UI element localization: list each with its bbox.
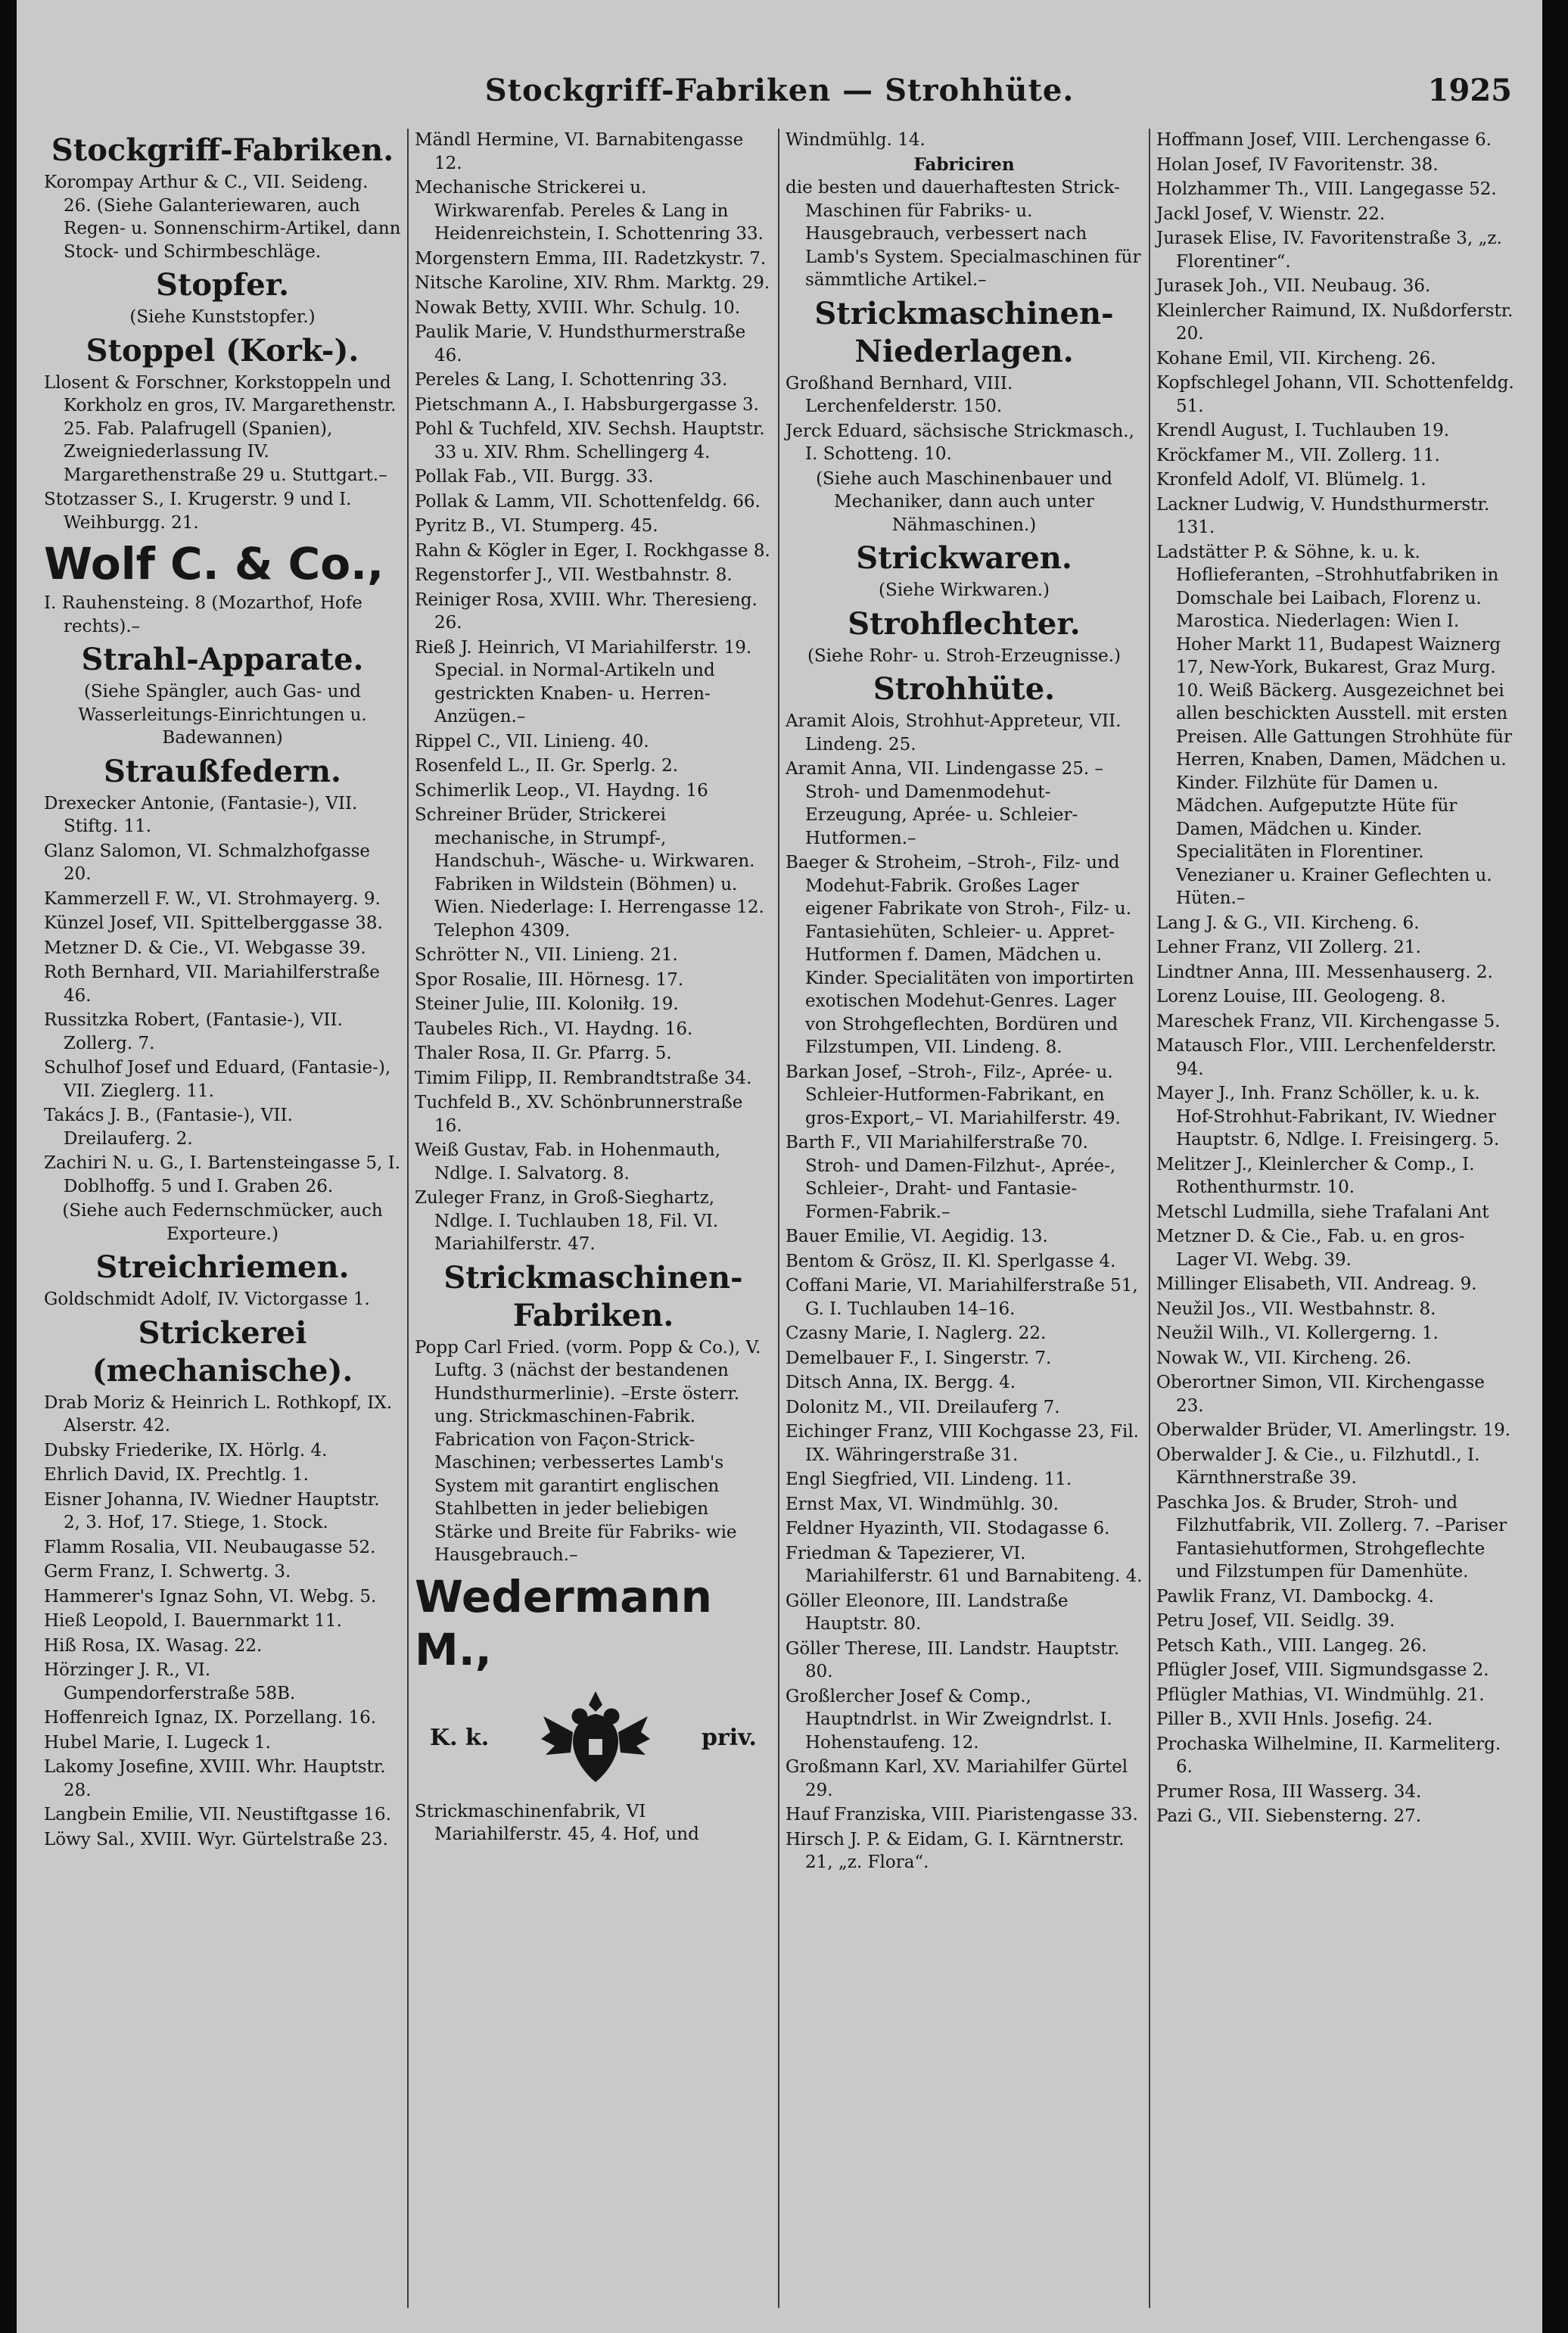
directory-entry: Rieß J. Heinrich, VI Mariahilferstr. 19. Special. in Normal-Artikeln und gestrickten Knaben- u. Herren-Anzügen.– [415,637,752,726]
directory-entry: Pflügler Josef, VIII. Sigmundsgasse 2. [1156,1660,1489,1680]
directory-entry: Pazi G., VII. Siebensterng. 27. [1156,1806,1422,1826]
cross-reference: (Siehe auch Maschinenbauer und Mechaniker, dann auch unter Nähmaschinen.) [816,468,1112,535]
directory-entry: Weiß Gustav, Fab. in Hohenmauth, Ndlge. I. Salvatorg. 8. [415,1140,721,1184]
directory-entry: Holzhammer Th., VIII. Langegasse 52. [1156,179,1497,199]
directory-entry: Hubel Marie, I. Lugeck 1. [44,1732,271,1753]
double-headed-eagle-icon [539,1682,652,1796]
section-heading: Strickmaschinen-Niederlagen. [814,295,1114,369]
directory-entry: Metzner D. & Cie., Fab. u. en gros-Lager VI. Webg. 39. [1156,1227,1465,1270]
section-heading: Straußfedern. [104,753,341,789]
directory-entry: Piller B., XVII Hnls. Josefig. 24. [1156,1709,1433,1729]
directory-entry: Zuleger Franz, in Groß-Sieghartz, Ndlge. I. Tuchlauben 18, Fil. VI. Mariahilferstr. 47. [415,1188,719,1254]
directory-entry: Nowak W., VII. Kircheng. 26. [1156,1348,1412,1368]
directory-entry: Göller Eleonore, III. Landstraße Hauptstr. 80. [786,1591,1069,1634]
section-heading: Strickwaren. [856,540,1072,576]
directory-entry: Hoffmann Josef, VIII. Lerchengasse 6. [1156,130,1492,150]
directory-entry: Oberwalder J. & Cie., u. Filzhutdl., I. Kärnthnerstraße 39. [1156,1445,1480,1488]
directory-entry: Coffani Marie, VI. Mariahilferstraße 51, G. I. Tuchlauben 14–16. [786,1276,1138,1319]
directory-entry: Pereles & Lang, I. Schottenring 33. [415,370,728,390]
directory-entry: Demelbauer F., I. Singerstr. 7. [786,1348,1052,1368]
directory-entry: Spor Rosalie, III. Hörnesg. 17. [415,969,684,990]
cross-reference: (Siehe auch Federnschmücker, auch Exporteure.) [62,1201,383,1244]
emblem-left-text: K. k. [430,1725,490,1752]
directory-entry: Steiner Julie, III. Koloniłg. 19. [415,994,679,1014]
directory-entry: Nitsche Karoline, XIV. Rhm. Marktg. 29. [415,273,770,293]
directory-entry: Petru Josef, VII. Seidlg. 39. [1156,1611,1395,1631]
directory-entry: Ernst Max, VI. Windmühlg. 30. [786,1494,1059,1514]
directory-entry: Millinger Elisabeth, VII. Andreag. 9. [1156,1274,1477,1294]
directory-entry: Lang J. & G., VII. Kircheng. 6. [1156,913,1420,933]
directory-entry: Kleinlercher Raimund, IX. Nußdorferstr. 20. [1156,300,1514,344]
section-heading: Stockgriff-Fabriken. [51,132,394,168]
directory-entry: Pflügler Mathias, VI. Windmühlg. 21. [1156,1684,1485,1705]
directory-entry: Kopfschlegel Johann, VII. Schottenfeldg. 51. [1156,373,1514,416]
directory-entry: Lorenz Louise, III. Geologeng. 8. [1156,987,1446,1006]
directory-entry: Dubsky Friederike, IX. Hörlg. 4. [44,1440,328,1460]
directory-entry: Göller Therese, III. Landstr. Hauptstr. 80. [786,1638,1120,1681]
imperial-emblem-row [415,1678,772,1800]
directory-entry: Hauf Franziska, VIII. Piaristengasse 33. [786,1805,1138,1824]
column-1 [38,129,409,2308]
firm-advertisement-heading: Wedermann M., [415,1570,712,1675]
directory-entry: Regenstorfer J., VII. Westbahnstr. 8. [415,565,733,585]
directory-entry: Pohl & Tuchfeld, XIV. Sechsh. Hauptstr. 33 u. XIV. Rhm. Schellingerg 4. [415,419,765,462]
directory-entry: Schimerlik Leop., VI. Haydng. 16 [415,780,708,801]
directory-entry: Dolonitz M., VII. Dreilauferg 7. [786,1397,1060,1417]
directory-entry: Flamm Rosalia, VII. Neubaugasse 52. [44,1537,376,1557]
directory-entry: Ladstätter P. & Söhne, k. u. k. Hoflieferanten, –Strohhutfabriken in Domschale bei Laibach, Florenz u. Marostica. Niederlagen: Wien I. Hoher Markt 11, Budapest Waiznerg 17, New-York, Bukarest, Graz Murg. 10. Weiß Bäckerg. Ausgezeichnet bei allen beschickten Ausstell. mit ersten Preisen. Alle Gattungen Strohhüte für Herren, Knaben, Damen, Mädchen u. Kinder. Filzhüte für Damen u. Mädchen. Aufgeputzte Hüte für Damen, Mädchen u. Kinder. Specialitäten in Florentiner. Venezianer u. Krainer Geflechten u. Hüten.– [1156,542,1512,908]
section-heading: Stopfer. [156,267,289,303]
directory-entry: Drab Moriz & Heinrich L. Rothkopf, IX. Alserstr. 42. [44,1392,393,1436]
directory-entry: I. Rauhensteing. 8 (Mozarthof, Hofe rechts).– [44,593,362,636]
directory-entry: Prumer Rosa, III Wasserg. 34. [1156,1781,1422,1802]
directory-entry: Barth F., VII Mariahilferstraße 70. Stroh- und Damen-Filzhut-, Aprée-, Schleier-, Draht- und Fantasie-Formen-Fabrik.– [786,1133,1116,1222]
directory-entry: Russitzka Robert, (Fantasie-), VII. Zollerg. 7. [44,1010,343,1053]
directory-entry: Windmühlg. 14. [786,130,926,150]
directory-entry: Langbein Emilie, VII. Neustiftgasse 16. [44,1805,391,1824]
directory-entry: Goldschmidt Adolf, IV. Victorgasse 1. [44,1289,370,1309]
directory-entry: Hiß Rosa, IX. Wasag. 22. [44,1635,263,1656]
directory-entry: Pyritz B., VI. Stumperg. 45. [415,516,658,536]
directory-entry: Eichinger Franz, VIII Kochgasse 23, Fil. IX. Währingerstraße 31. [786,1422,1139,1465]
column-3 [779,129,1150,2308]
section-heading: Strickmaschinen-Fabriken. [443,1259,743,1333]
directory-entry: Roth Bernhard, VII. Mariahilferstraße 46. [44,963,380,1006]
directory-entry: Mechanische Strickerei u. Wirkwarenfab. Pereles & Lang in Heidenreichstein, I. Schottenring 33. [415,178,764,244]
directory-entry: Lakomy Josefine, XVIII. Whr. Hauptstr. 28. [44,1757,386,1800]
directory-entry: Feldner Hyazinth, VII. Stodagasse 6. [786,1519,1110,1538]
column-2 [409,129,779,2308]
directory-entry: Friedman & Tapezierer, VI. Mariahilferstr. 61 und Barnabiteng. 4. [786,1543,1143,1586]
directory-entry: Barkan Josef, –Stroh-, Filz-, Aprée- u. Schleier-Hutformen-Fabrikant, en gros-Export,– VI. Mariahilferstr. 49. [786,1062,1121,1128]
section-heading: Strohflechter. [848,605,1081,642]
directory-entry: Thaler Rosa, II. Gr. Pfarrg. 5. [415,1044,672,1063]
section-heading: Strahl-Apparate. [81,642,364,677]
directory-entry: Paschka Jos. & Bruder, Stroh- und Filzhutfabrik, VII. Zollerg. 7. –Pariser Fantasiehutformen, Strohgeflechte und Filzstumpen für Damenhüte. [1156,1492,1507,1582]
directory-entry: Pollak & Lamm, VII. Schottenfeldg. 66. [415,491,761,512]
directory-entry: Oberortner Simon, VII. Kirchengasse 23. [1156,1373,1485,1416]
directory-entry: Germ Franz, I. Schwertg. 3. [44,1562,291,1582]
directory-entry: Jurasek Joh., VII. Neubaug. 36. [1156,276,1431,296]
directory-entry: Ditsch Anna, IX. Bergg. 4. [786,1373,1016,1392]
directory-entry: Großhand Bernhard, VIII. Lerchenfelderstr. 150. [786,373,1013,416]
directory-entry: Engl Siegfried, VII. Lindeng. 11. [786,1470,1072,1489]
directory-entry: Schrötter N., VII. Linieng. 21. [415,945,678,965]
directory-entry: Tuchfeld B., XV. Schönbrunnerstraße 16. [415,1093,743,1136]
directory-entry: Rippel C., VII. Linieng. 40. [415,731,649,751]
page-number: 1925 [1427,73,1512,108]
directory-entry: Rahn & Kögler in Eger, I. Rockhgasse 8. [415,540,770,561]
directory-entry: Ehrlich David, IX. Prechtlg. 1. [44,1465,309,1485]
directory-entry: Matausch Flor., VIII. Lerchenfelderstr. 94. [1156,1036,1497,1079]
directory-entry: Czasny Marie, I. Naglerg. 22. [786,1324,1047,1343]
directory-entry: Hoffenreich Ignaz, IX. Porzellang. 16. [44,1708,377,1728]
directory-entry: Metzner D. & Cie., VI. Webgasse 39. [44,938,366,958]
directory-entry: Eisner Johanna, IV. Wiedner Hauptstr. 2, 3. Hof, 17. Stiege, 1. Stock. [44,1489,380,1532]
directory-entry: Neužil Jos., VII. Westbahnstr. 8. [1156,1299,1436,1319]
directory-entry: Bauer Emilie, VI. Aegidig. 13. [786,1227,1048,1246]
directory-entry: Taubeles Rich., VI. Haydng. 16. [415,1019,693,1039]
directory-entry: Löwy Sal., XVIII. Wyr. Gürtelstraße 23. [44,1829,388,1849]
directory-entry: Lindtner Anna, III. Messenhauserg. 2. [1156,962,1493,982]
directory-entry: Zachiri N. u. G., I. Bartensteingasse 5, I. Doblhoffg. 5 und I. Graben 26. [44,1153,401,1196]
directory-entry: Llosent & Forschner, Korkstoppeln und Korkholz en gros, IV. Margarethenstr. 25. Fab. Palafrugell (Spanien), Zweigniederlassung IV. Margarethenstraße 29 u. Stuttgart.– [44,372,397,485]
cross-reference: (Siehe Spängler, auch Gas- und Wasserleitungs-Einrichtungen u. Badewannen) [78,682,367,748]
directory-entry: Krendl August, I. Tuchlauben 19. [1156,421,1450,440]
directory-entry: Mändl Hermine, VI. Barnabitengasse 12. [415,130,744,173]
directory-entry: Hammerer's Ignaz Sohn, VI. Webg. 5. [44,1586,377,1607]
directory-entry: Reiniger Rosa, XVIII. Whr. Theresieng. 26. [415,589,758,633]
running-title: Stockgriff-Fabriken — Strohhüte. [484,73,1075,108]
directory-entry: Lackner Ludwig, V. Hundsthurmerstr. 131. [1156,494,1490,537]
emblem-right-text: priv. [701,1725,757,1752]
directory-entry: Kohane Emil, VII. Kircheng. 26. [1156,348,1436,369]
directory-entry: Aramit Alois, Strohhut-Appreteur, VII. Lindeng. 25. [786,711,1122,754]
directory-entry: Neužil Wilh., VI. Kollergerng. 1. [1156,1324,1439,1343]
directory-entry: Jackl Josef, V. Wienstr. 22. [1156,204,1386,224]
cross-reference: (Siehe Rohr- u. Stroh-Erzeugnisse.) [807,645,1122,666]
directory-entry: Strickmaschinenfabrik, VI Mariahilferstr. 45, 4. Hof, und [415,1801,699,1844]
directory-entry: Baeger & Stroheim, –Stroh-, Filz- und Modehut-Fabrik. Großes Lager eigener Fabrikate von Stroh-, Filz- u. Fantasiehüten, Schleier- u. Appret-Hutformen f. Damen, Mädchen u. Kinder. Specialitäten von importirten exotischen Modehut-Genres. Lager von Strohgeflechten, Bordüren und Filzstumpen, VII. Lindeng. 8. [786,853,1134,1057]
directory-entry: Prochaska Wilhelmine, II. Karmeliterg. 6. [1156,1734,1501,1777]
directory-entry: Pietschmann A., I. Habsburgergasse 3. [415,394,759,415]
directory-entry: Holan Josef, IV Favoritenstr. 38. [1156,154,1439,175]
section-heading: Stoppel (Kork-). [86,332,359,369]
page-header [17,73,1542,126]
directory-entry: Schreiner Brüder, Strickerei mechanische, in Strumpf-, Handschuh-, Wäsche- u. Wirkwaren. Fabriken in Wildstein (Böhmen) u. Wien. Niederlage: I. Herrengasse 12. Telephon 4309. [415,805,764,941]
directory-entry: Künzel Josef, VII. Spittelberggasse 38. [44,913,383,933]
directory-entry: Mareschek Franz, VII. Kirchengasse 5. [1156,1011,1501,1031]
directory-entry: Melitzer J., Kleinlercher & Comp., I. Rothenthurmstr. 10. [1156,1154,1475,1197]
directory-entry: Rosenfeld L., II. Gr. Sperlg. 2. [415,756,679,776]
firm-advertisement-heading: Wolf C. & Co., [44,538,384,589]
directory-entry: Hörzinger J. R., VI. Gumpendorferstraße 58B. [44,1660,296,1703]
directory-entry: Korompay Arthur & C., VII. Seideng. 26. (Siehe Galanteriewaren, auch Regen- u. Sonnenschirm-Artikel, dann Stock- und Schirmbeschläge. [44,173,401,262]
directory-entry: Schulhof Josef und Eduard, (Fantasie-), VII. Zieglerg. 11. [44,1058,391,1101]
directory-entry: Lehner Franz, VII Zollerg. 21. [1156,938,1421,957]
directory-entry: Morgenstern Emma, III. Radetzkystr. 7. [415,248,767,269]
directory-entry: Pollak Fab., VII. Burgg. 33. [415,467,654,487]
directory-entry: Pawlik Franz, VI. Dambockg. 4. [1156,1586,1434,1607]
directory-entry: Glanz Salomon, VI. Schmalzhofgasse 20. [44,841,371,884]
directory-entry: Nowak Betty, XVIII. Whr. Schulg. 10. [415,297,741,318]
directory-entry: Aramit Anna, VII. Lindengasse 25. –Stroh- und Damenmodehut-Erzeugung, Aprée- u. Schleier-Hutformen.– [786,759,1103,848]
cross-reference: (Siehe Kunststopfer.) [129,307,316,327]
directory-entry: Drexecker Antonie, (Fantasie-), VII. Stiftg. 11. [44,793,358,836]
directory-entry: Kröckfamer M., VII. Zollerg. 11. [1156,445,1440,465]
directory-entry: Jurasek Elise, IV. Favoritenstraße 3, „z. Florentiner“. [1156,229,1502,272]
section-heading: Streichriemen. [95,1249,350,1285]
directory-entry: Oberwalder Brüder, VI. Amerlingstr. 19. [1156,1420,1511,1440]
directory-entry: Timim Filipp, II. Rembrandtstraße 34. [415,1068,752,1088]
section-heading: Strickerei (mechanische). [92,1314,353,1389]
cross-reference: (Siehe Wirkwaren.) [878,580,1050,600]
directory-entry: Metschl Ludmilla, siehe Trafalani Ant [1156,1202,1489,1222]
directory-entry: Bentom & Grösz, II. Kl. Sperlgasse 4. [786,1251,1116,1271]
directory-entry: Jerck Eduard, sächsische Strickmasch., I. Schotteng. 10. [786,421,1134,464]
directory-entry: Kronfeld Adolf, VI. Blümelg. 1. [1156,470,1426,490]
column-4 [1150,129,1521,2308]
directory-entry: Petsch Kath., VIII. Langeg. 26. [1156,1635,1427,1656]
directory-entry: Mayer J., Inh. Franz Schöller, k. u. k. Hof-Strohhut-Fabrikant, IV. Wiedner Hauptstr. 6, Ndlge. I. Freisingerg. 5. [1156,1084,1500,1149]
section-heading: Strohhüte. [873,671,1056,707]
directory-entry: Großmann Karl, XV. Mariahilfer Gürtel 29. [786,1757,1128,1800]
directory-entry: Stotzasser S., I. Krugerstr. 9 und I. Weihburgg. 21. [44,490,352,533]
directory-columns [38,129,1521,2308]
directory-entry: Takács J. B., (Fantasie-), VII. Dreilauferg. 2. [44,1106,293,1149]
directory-entry: Popp Carl Fried. (vorm. Popp & Co.), V. Luftg. 3 (nächst der bestandenen Hundsthurmerlinie). –Erste österr. ung. Strickmaschinen-Fabrik. Fabrication von Façon-Strick-Maschinen; verbessertes Lamb's System mit garantirt englischen Stahlbetten in jeder beliebigen Stärke und Breite für Fabriks- wie Hausgebrauch.– [415,1337,761,1565]
directory-entry: Hirsch J. P. & Eidam, G. I. Kärntnerstr. 21, „z. Flora“. [786,1829,1125,1872]
subheading: Fabriciren [913,154,1015,175]
directory-entry: Großlercher Josef & Comp., Hauptndrlst. in Wir Zweigndrlst. I. Hohenstaufeng. 12. [786,1686,1112,1753]
directory-entry: die besten und dauerhaftesten Strick-Maschinen für Fabriks- u. Hausgebrauch, verbessert nach Lamb's System. Specialmaschinen für sämmtliche Artikel.– [786,178,1141,290]
directory-entry: Kammerzell F. W., VI. Strohmayerg. 9. [44,888,381,909]
directory-entry: Hieß Leopold, I. Bauernmarkt 11. [44,1611,342,1631]
directory-entry: Paulik Marie, V. Hundsthurmerstraße 46. [415,322,746,366]
directory-page [17,0,1542,2333]
